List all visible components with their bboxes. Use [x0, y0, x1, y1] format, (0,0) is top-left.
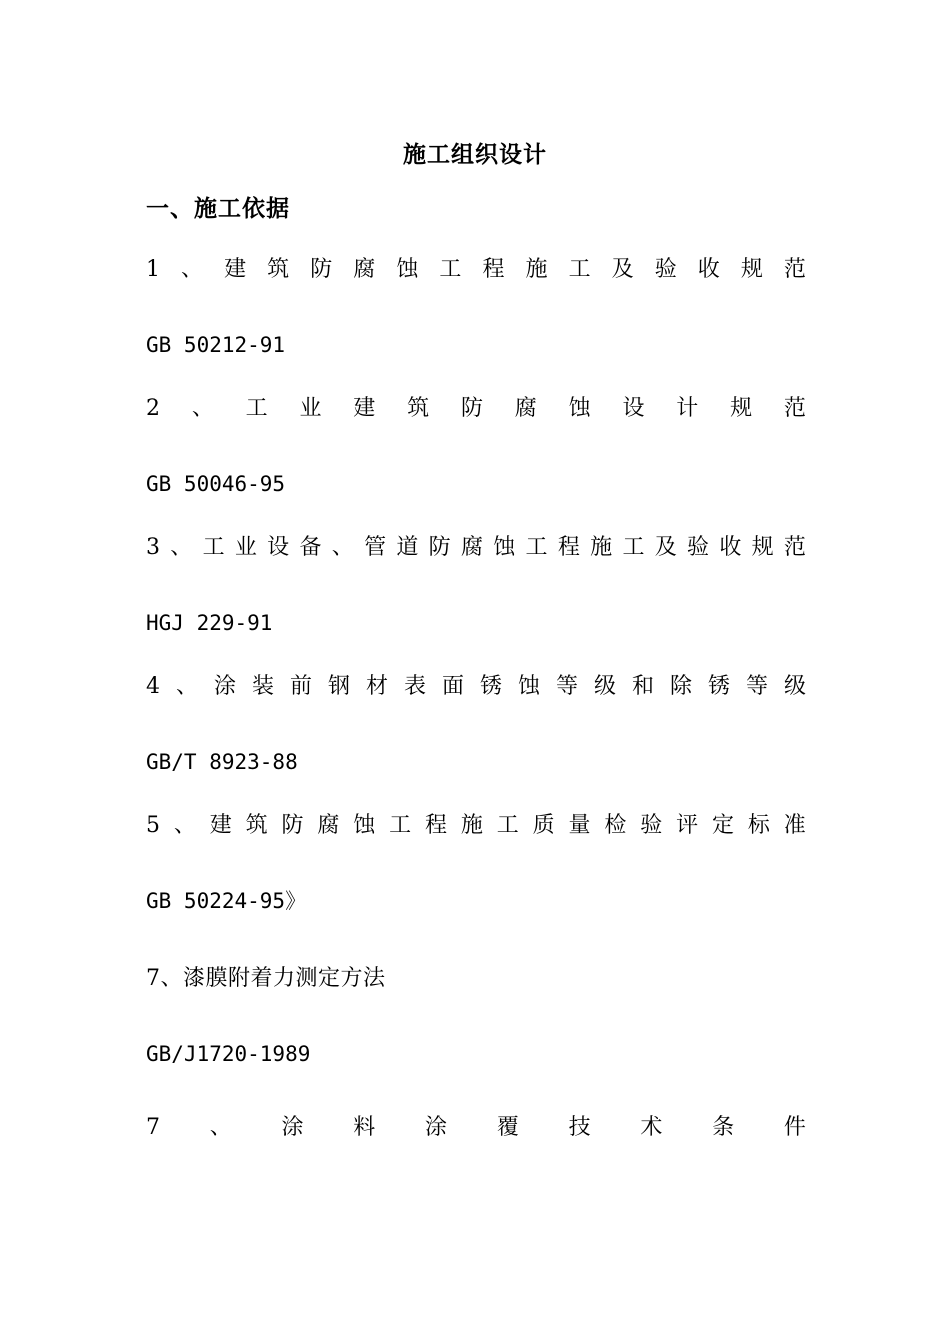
- text-glyph: 量: [568, 813, 591, 838]
- text-glyph: 防: [310, 257, 333, 282]
- text-glyph: 评: [676, 813, 699, 838]
- text-glyph: 防: [428, 535, 451, 560]
- text-glyph: 防: [460, 396, 483, 421]
- text-glyph: 范: [783, 396, 806, 421]
- text-glyph: 施: [460, 813, 483, 838]
- text-glyph: 及: [611, 257, 634, 282]
- text-glyph: 蚀: [353, 813, 376, 838]
- text-glyph: 表: [403, 674, 426, 699]
- text-glyph: 、: [181, 257, 204, 282]
- text-glyph: 程: [557, 535, 580, 560]
- text-glyph: 、: [331, 535, 354, 560]
- text-glyph: 级: [783, 674, 806, 699]
- text-glyph: 涂: [281, 1115, 304, 1140]
- text-glyph: 等: [745, 674, 768, 699]
- text-glyph: 7: [146, 1115, 160, 1140]
- text-glyph: 验: [640, 813, 663, 838]
- text-glyph: 设: [622, 396, 645, 421]
- text-glyph: 质: [532, 813, 555, 838]
- text-glyph: 和: [631, 674, 654, 699]
- section-heading: 一、施工依据: [146, 195, 290, 222]
- text-glyph: 建: [224, 257, 247, 282]
- list-item-text: [146, 533, 806, 563]
- list-item-text: [146, 255, 806, 285]
- text-glyph: 钢: [327, 674, 350, 699]
- text-glyph: 备: [299, 535, 322, 560]
- text-glyph: 检: [604, 813, 627, 838]
- text-glyph: 程: [424, 813, 447, 838]
- list-item-code: GB 50212-91: [146, 333, 286, 357]
- text-glyph: 、: [209, 1115, 232, 1140]
- text-glyph: 4: [146, 674, 160, 699]
- text-glyph: 料: [353, 1115, 376, 1140]
- text-glyph: 蚀: [493, 535, 516, 560]
- text-glyph: 业: [234, 535, 257, 560]
- text-glyph: 验: [654, 257, 677, 282]
- list-item-text: 7、漆膜附着力测定方法: [146, 966, 386, 991]
- list-item-text: [146, 1113, 806, 1143]
- text-glyph: 筑: [407, 396, 430, 421]
- text-glyph: 筑: [267, 257, 290, 282]
- text-glyph: 蚀: [568, 396, 591, 421]
- text-glyph: 等: [555, 674, 578, 699]
- text-glyph: 建: [353, 396, 376, 421]
- text-glyph: 道: [396, 535, 419, 560]
- text-glyph: 工: [622, 535, 645, 560]
- text-glyph: 材: [365, 674, 388, 699]
- list-item-code: GB 50224-95》: [146, 889, 307, 913]
- text-glyph: 准: [783, 813, 806, 838]
- text-glyph: 级: [593, 674, 616, 699]
- text-glyph: 范: [783, 257, 806, 282]
- text-glyph: 施: [525, 257, 548, 282]
- text-glyph: 设: [267, 535, 290, 560]
- text-glyph: 腐: [353, 257, 376, 282]
- text-glyph: 1: [146, 257, 160, 282]
- text-glyph: 工: [568, 257, 591, 282]
- text-glyph: 建: [209, 813, 232, 838]
- text-glyph: 筑: [245, 813, 268, 838]
- text-glyph: 工: [389, 813, 412, 838]
- text-glyph: 蚀: [517, 674, 540, 699]
- text-glyph: 除: [669, 674, 692, 699]
- text-glyph: 工: [525, 535, 548, 560]
- text-glyph: 前: [289, 674, 312, 699]
- document-title: 施工组织设计: [403, 141, 547, 168]
- text-glyph: 收: [697, 257, 720, 282]
- text-glyph: 蚀: [396, 257, 419, 282]
- text-glyph: 计: [676, 396, 699, 421]
- list-item-code: GB 50046-95: [146, 472, 286, 496]
- text-glyph: 规: [730, 396, 753, 421]
- text-glyph: 件: [783, 1115, 806, 1140]
- text-glyph: 防: [281, 813, 304, 838]
- text-glyph: 覆: [496, 1115, 519, 1140]
- text-glyph: 管: [364, 535, 387, 560]
- text-glyph: 收: [719, 535, 742, 560]
- text-glyph: 、: [191, 396, 214, 421]
- text-glyph: 规: [740, 257, 763, 282]
- list-item-text: [146, 811, 806, 841]
- text-glyph: 工: [439, 257, 462, 282]
- text-glyph: 腐: [317, 813, 340, 838]
- text-glyph: 术: [640, 1115, 663, 1140]
- text-glyph: 3: [146, 535, 160, 560]
- list-item-code: HGJ 229-91: [146, 611, 273, 635]
- list-item-text: [146, 394, 806, 424]
- list-item-code: GB/J1720-1989: [146, 1042, 311, 1066]
- text-glyph: 2: [146, 396, 160, 421]
- list-item-code: GB/T 8923-88: [146, 750, 298, 774]
- text-glyph: 面: [441, 674, 464, 699]
- text-glyph: 条: [712, 1115, 735, 1140]
- text-glyph: 涂: [213, 674, 236, 699]
- text-glyph: 程: [482, 257, 505, 282]
- text-glyph: 工: [202, 535, 225, 560]
- text-glyph: 技: [568, 1115, 591, 1140]
- text-glyph: 、: [173, 813, 196, 838]
- text-glyph: 施: [590, 535, 613, 560]
- text-glyph: 装: [251, 674, 274, 699]
- text-glyph: 腐: [514, 396, 537, 421]
- text-glyph: 标: [747, 813, 770, 838]
- text-glyph: 锈: [479, 674, 502, 699]
- text-glyph: 锈: [707, 674, 730, 699]
- text-glyph: 验: [687, 535, 710, 560]
- text-glyph: 及: [654, 535, 677, 560]
- text-glyph: 范: [783, 535, 806, 560]
- text-glyph: 5: [146, 813, 160, 838]
- text-glyph: 腐: [460, 535, 483, 560]
- text-glyph: 、: [170, 535, 193, 560]
- text-glyph: 工: [245, 396, 268, 421]
- list-item-text: [146, 672, 806, 702]
- text-glyph: 、: [175, 674, 198, 699]
- text-glyph: 规: [751, 535, 774, 560]
- text-glyph: 业: [299, 396, 322, 421]
- text-glyph: 涂: [425, 1115, 448, 1140]
- text-glyph: 工: [496, 813, 519, 838]
- text-glyph: 定: [711, 813, 734, 838]
